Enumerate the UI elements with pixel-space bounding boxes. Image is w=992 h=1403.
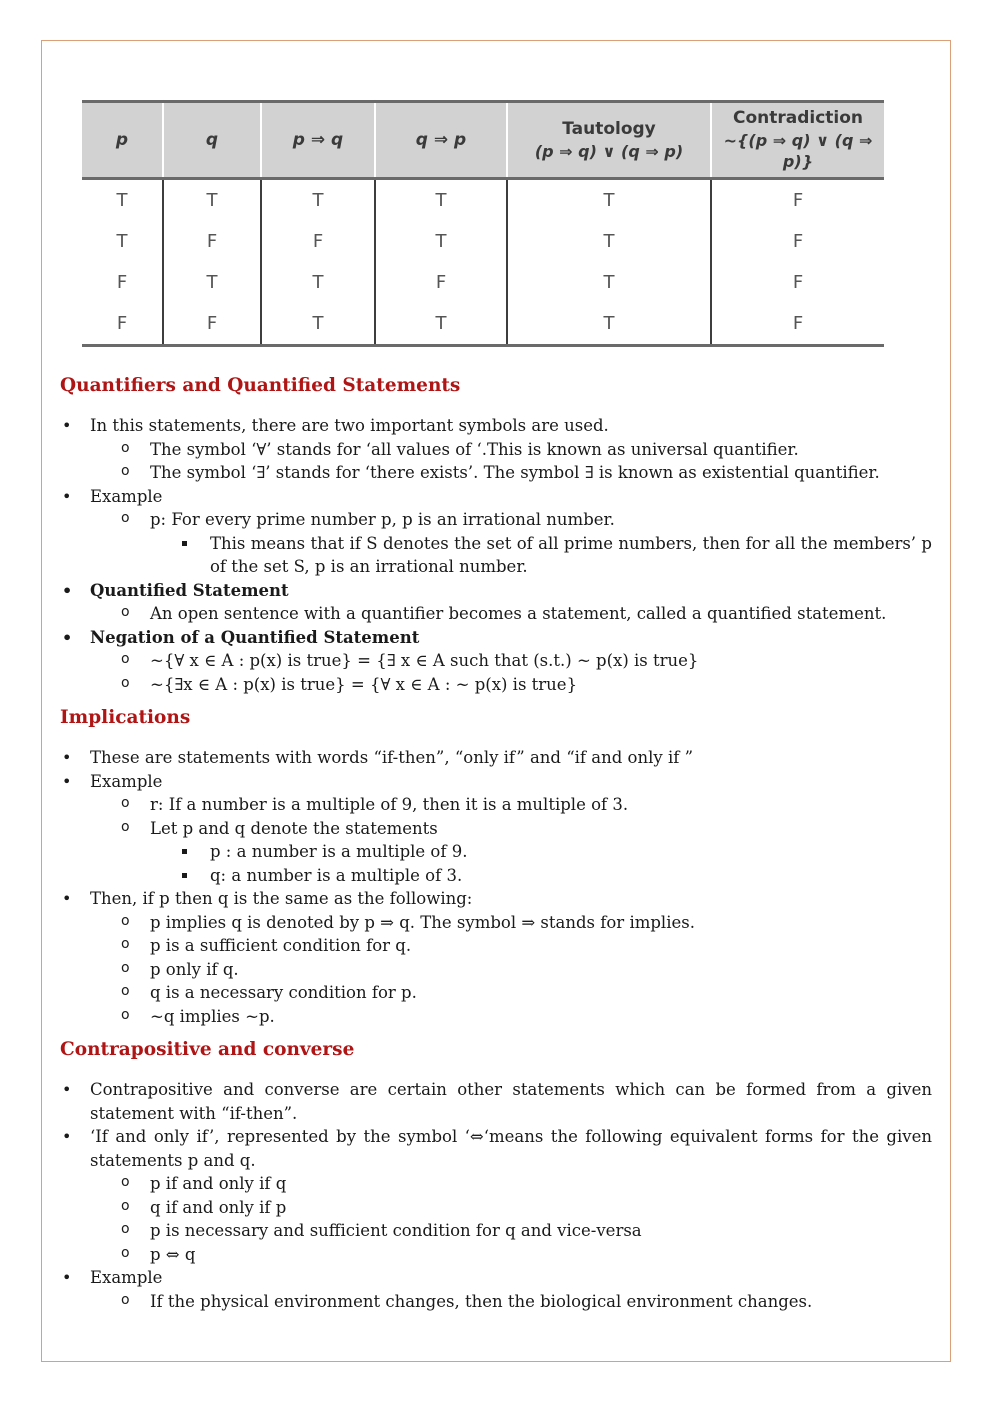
table-cell: T [507,179,711,222]
table-cell: F [375,262,507,303]
implications-list [60,746,932,1028]
list-item: o p if and only if q [60,1172,932,1196]
table-cell: T [507,221,711,262]
table-cell: F [116,272,128,293]
list-item: o The symbol ‘∀’ stands for ‘all values of ‘.This is known as universal quantifier. [60,438,932,462]
list-item: • Contrapositive and converse are certain other statements which can be formed from a given statement with “if-then”. [60,1078,932,1125]
document-body [60,372,932,1313]
table-cell: F [711,221,884,262]
header-tautology: Tautology (p ⇒ q) ∨ (q ⇒ p) [507,102,711,179]
table-cell: T [375,179,507,222]
list-item: p : a number is a multiple of 9. [60,840,932,864]
contrapositive-list [60,1078,932,1313]
list-item: o p is necessary and sufficient condition for q and vice-versa [60,1219,932,1243]
header-contradiction: Contradiction ~{(p ⇒ q) ∨ (q ⇒ p)} [711,102,884,179]
header-p-implies-q: p ⇒ q [261,102,375,179]
section-title-implications: Implications [60,707,191,728]
list-item: o r: If a number is a multiple of 9, then it is a multiple of 3. [60,793,932,817]
list-item: • Negation of a Quantified Statement [60,626,932,650]
table-cell: T [261,303,375,346]
list-item: q: a number is a multiple of 3. [60,864,932,888]
table-cell: F [163,303,261,346]
table-cell: T [163,179,261,222]
list-item: • Example [60,485,932,509]
list-item: o ~q implies ~p. [60,1005,932,1029]
table-cell: F [261,221,375,262]
list-item: o p ⇔ q [60,1243,932,1267]
list-item: o The symbol ‘∃’ stands for ‘there exists’. The symbol ∃ is known as existential quantifier. [60,461,932,485]
list-item: o An open sentence with a quantifier becomes a statement, called a quantified statement. [60,602,932,626]
list-item: • In this statements, there are two important symbols are used. [60,414,932,438]
table-cell: T [261,262,375,303]
header-q: q [163,102,261,179]
table-cell: T [116,231,128,252]
table-row [82,221,884,262]
table-cell: T [507,262,711,303]
header-p: p [82,102,163,179]
table-cell: T [163,262,261,303]
list-item: • Then, if p then q is the same as the following: [60,887,932,911]
list-item: o ~{∃x ∈ A : p(x) is true} = {∀ x ∈ A : ~ p(x) is true} [60,673,932,697]
truth-table [82,100,884,347]
list-item: This means that if S denotes the set of all prime numbers, then for all the members’ p of the set S, p is an irrational number. [60,532,932,579]
table-cell: F [711,303,884,346]
section-title-contrapositive: Contrapositive and converse [60,1039,355,1060]
list-item: o Let p and q denote the statements [60,817,932,841]
list-item: • Example [60,770,932,794]
table-cell: F [82,303,163,346]
list-item: o q if and only if p [60,1196,932,1220]
table-cell: F [711,179,884,222]
list-item: • These are statements with words “if-then”, “only if” and “if and only if ” [60,746,932,770]
list-item: o p is a sufficient condition for q. [60,934,932,958]
table-cell: F [163,221,261,262]
table-cell: T [507,303,711,346]
table-cell: F [711,262,884,303]
list-item: • Quantified Statement [60,579,932,603]
list-item: o If the physical environment changes, then the biological environment changes. [60,1290,932,1314]
list-item: o p implies q is denoted by p ⇒ q. The symbol ⇒ stands for implies. [60,911,932,935]
section-title-quantifiers: Quantifiers and Quantified Statements [60,375,461,396]
table-cell: T [116,190,128,211]
table-row [82,262,884,303]
table-cell: T [261,179,375,222]
list-item: o p: For every prime number p, p is an irrational number. [60,508,932,532]
list-item: • Example [60,1266,932,1290]
table-cell: T [375,303,507,346]
table-row [82,179,884,222]
table-cell: T [375,221,507,262]
list-item: • ‘If and only if’, represented by the symbol ‘⇔‘means the following equivalent forms for the given statements p and q. [60,1125,932,1172]
quantifiers-list [60,414,932,696]
header-q-implies-p: q ⇒ p [375,102,507,179]
list-item: o ~{∀ x ∈ A : p(x) is true} = {∃ x ∈ A such that (s.t.) ~ p(x) is true} [60,649,932,673]
list-item: o q is a necessary condition for p. [60,981,932,1005]
truth-table-header-row [82,102,884,179]
table-row [82,303,884,346]
list-item: o p only if q. [60,958,932,982]
